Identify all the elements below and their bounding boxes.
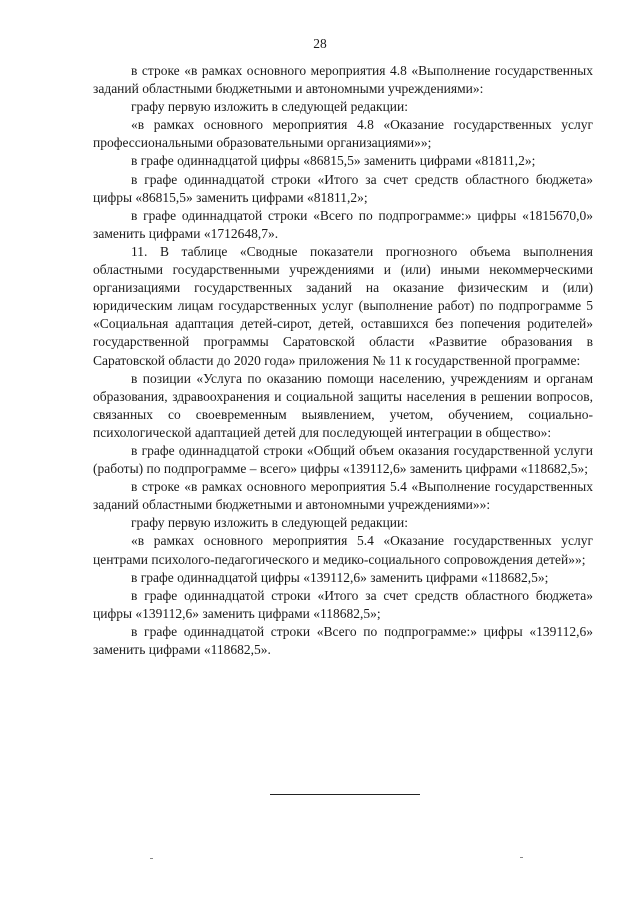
paragraph-column-11-replace-2: в графе одиннадцатой цифры «139112,6» заменить цифрами «118682,5»; (131, 569, 549, 585)
paragraph-new-wording-5-4: «в рамках основного мероприятия 5.4 «Оказание государственных услуг центрами психолого-педагогического и медико-социального сопровождения детей»»; (93, 533, 593, 567)
paragraph-service-position: в позиции «Услуга по оказанию помощи населению, учреждениям и органам образования, здравоохранения и социальной защиты населения в решении вопросов, связанных со своевременным выявлением, учетом, обучением, социально-психологической адаптацией детей для последующей интеграции в общество»: (93, 370, 593, 440)
paragraph-item-11-table: 11. В таблице «Сводные показатели прогнозного объема выполнения областными государственными учреждениями и (или) иными некоммерческими организациями государственных заданий на оказание физическим и (или) юридическим лицам государственных услуг (выполнение работ) по подпрограмме 5 «Социальная адаптация детей-сирот, детей, оставшихся без попечения родителей» государственной программы Саратовской области «Развитие образования в Саратовской области до 2020 года» приложения № 11 к государственной программе: (93, 243, 593, 368)
closing-divider (270, 794, 420, 795)
paragraph-total-subprogram-2: в графе одиннадцатой строки «Всего по подпрограмме:» цифры «139112,6» заменить цифрами «118682,5». (93, 623, 593, 657)
paragraph-column-11-replace: в графе одиннадцатой цифры «86815,5» заменить цифрами «81811,2»; (131, 153, 536, 169)
paragraph-first-column-instruction: графу первую изложить в следующей редакции: (131, 99, 408, 115)
scan-speck (520, 857, 523, 858)
document-body (93, 62, 593, 659)
paragraph-first-column-instruction-2: графу первую изложить в следующей редакции: (131, 515, 408, 531)
paragraph-total-regional-budget-2: в графе одиннадцатой строки «Итого за счет средств областного бюджета» цифры «139112,6» заменить цифрами «118682,5»; (93, 587, 593, 621)
paragraph-total-subprogram: в графе одиннадцатой строки «Всего по подпрограмме:» цифры «1815670,0» заменить цифрами «1712648,7». (93, 207, 593, 241)
page-number: 28 (313, 36, 327, 51)
scan-speck (150, 858, 153, 859)
paragraph-row-4-8: в строке «в рамках основного мероприятия 4.8 «Выполнение государственных заданий областными бюджетными и автономными учреждениями»: (93, 63, 593, 97)
paragraph-total-regional-budget: в графе одиннадцатой строки «Итого за счет средств областного бюджета» цифры «86815,5» заменить цифрами «81811,2»; (93, 171, 593, 205)
paragraph-row-5-4: в строке «в рамках основного мероприятия 5.4 «Выполнение государственных заданий областными бюджетными и автономными учреждениями»»: (93, 479, 593, 513)
paragraph-total-service-volume: в графе одиннадцатой строки «Общий объем оказания государственной услуги (работы) по подпрограмме – всего» цифры «139112,6» заменить цифрами «118682,5»; (93, 442, 593, 477)
paragraph-new-wording-4-8: «в рамках основного мероприятия 4.8 «Оказание государственных услуг профессиональными образовательными организациями»»; (93, 117, 593, 151)
